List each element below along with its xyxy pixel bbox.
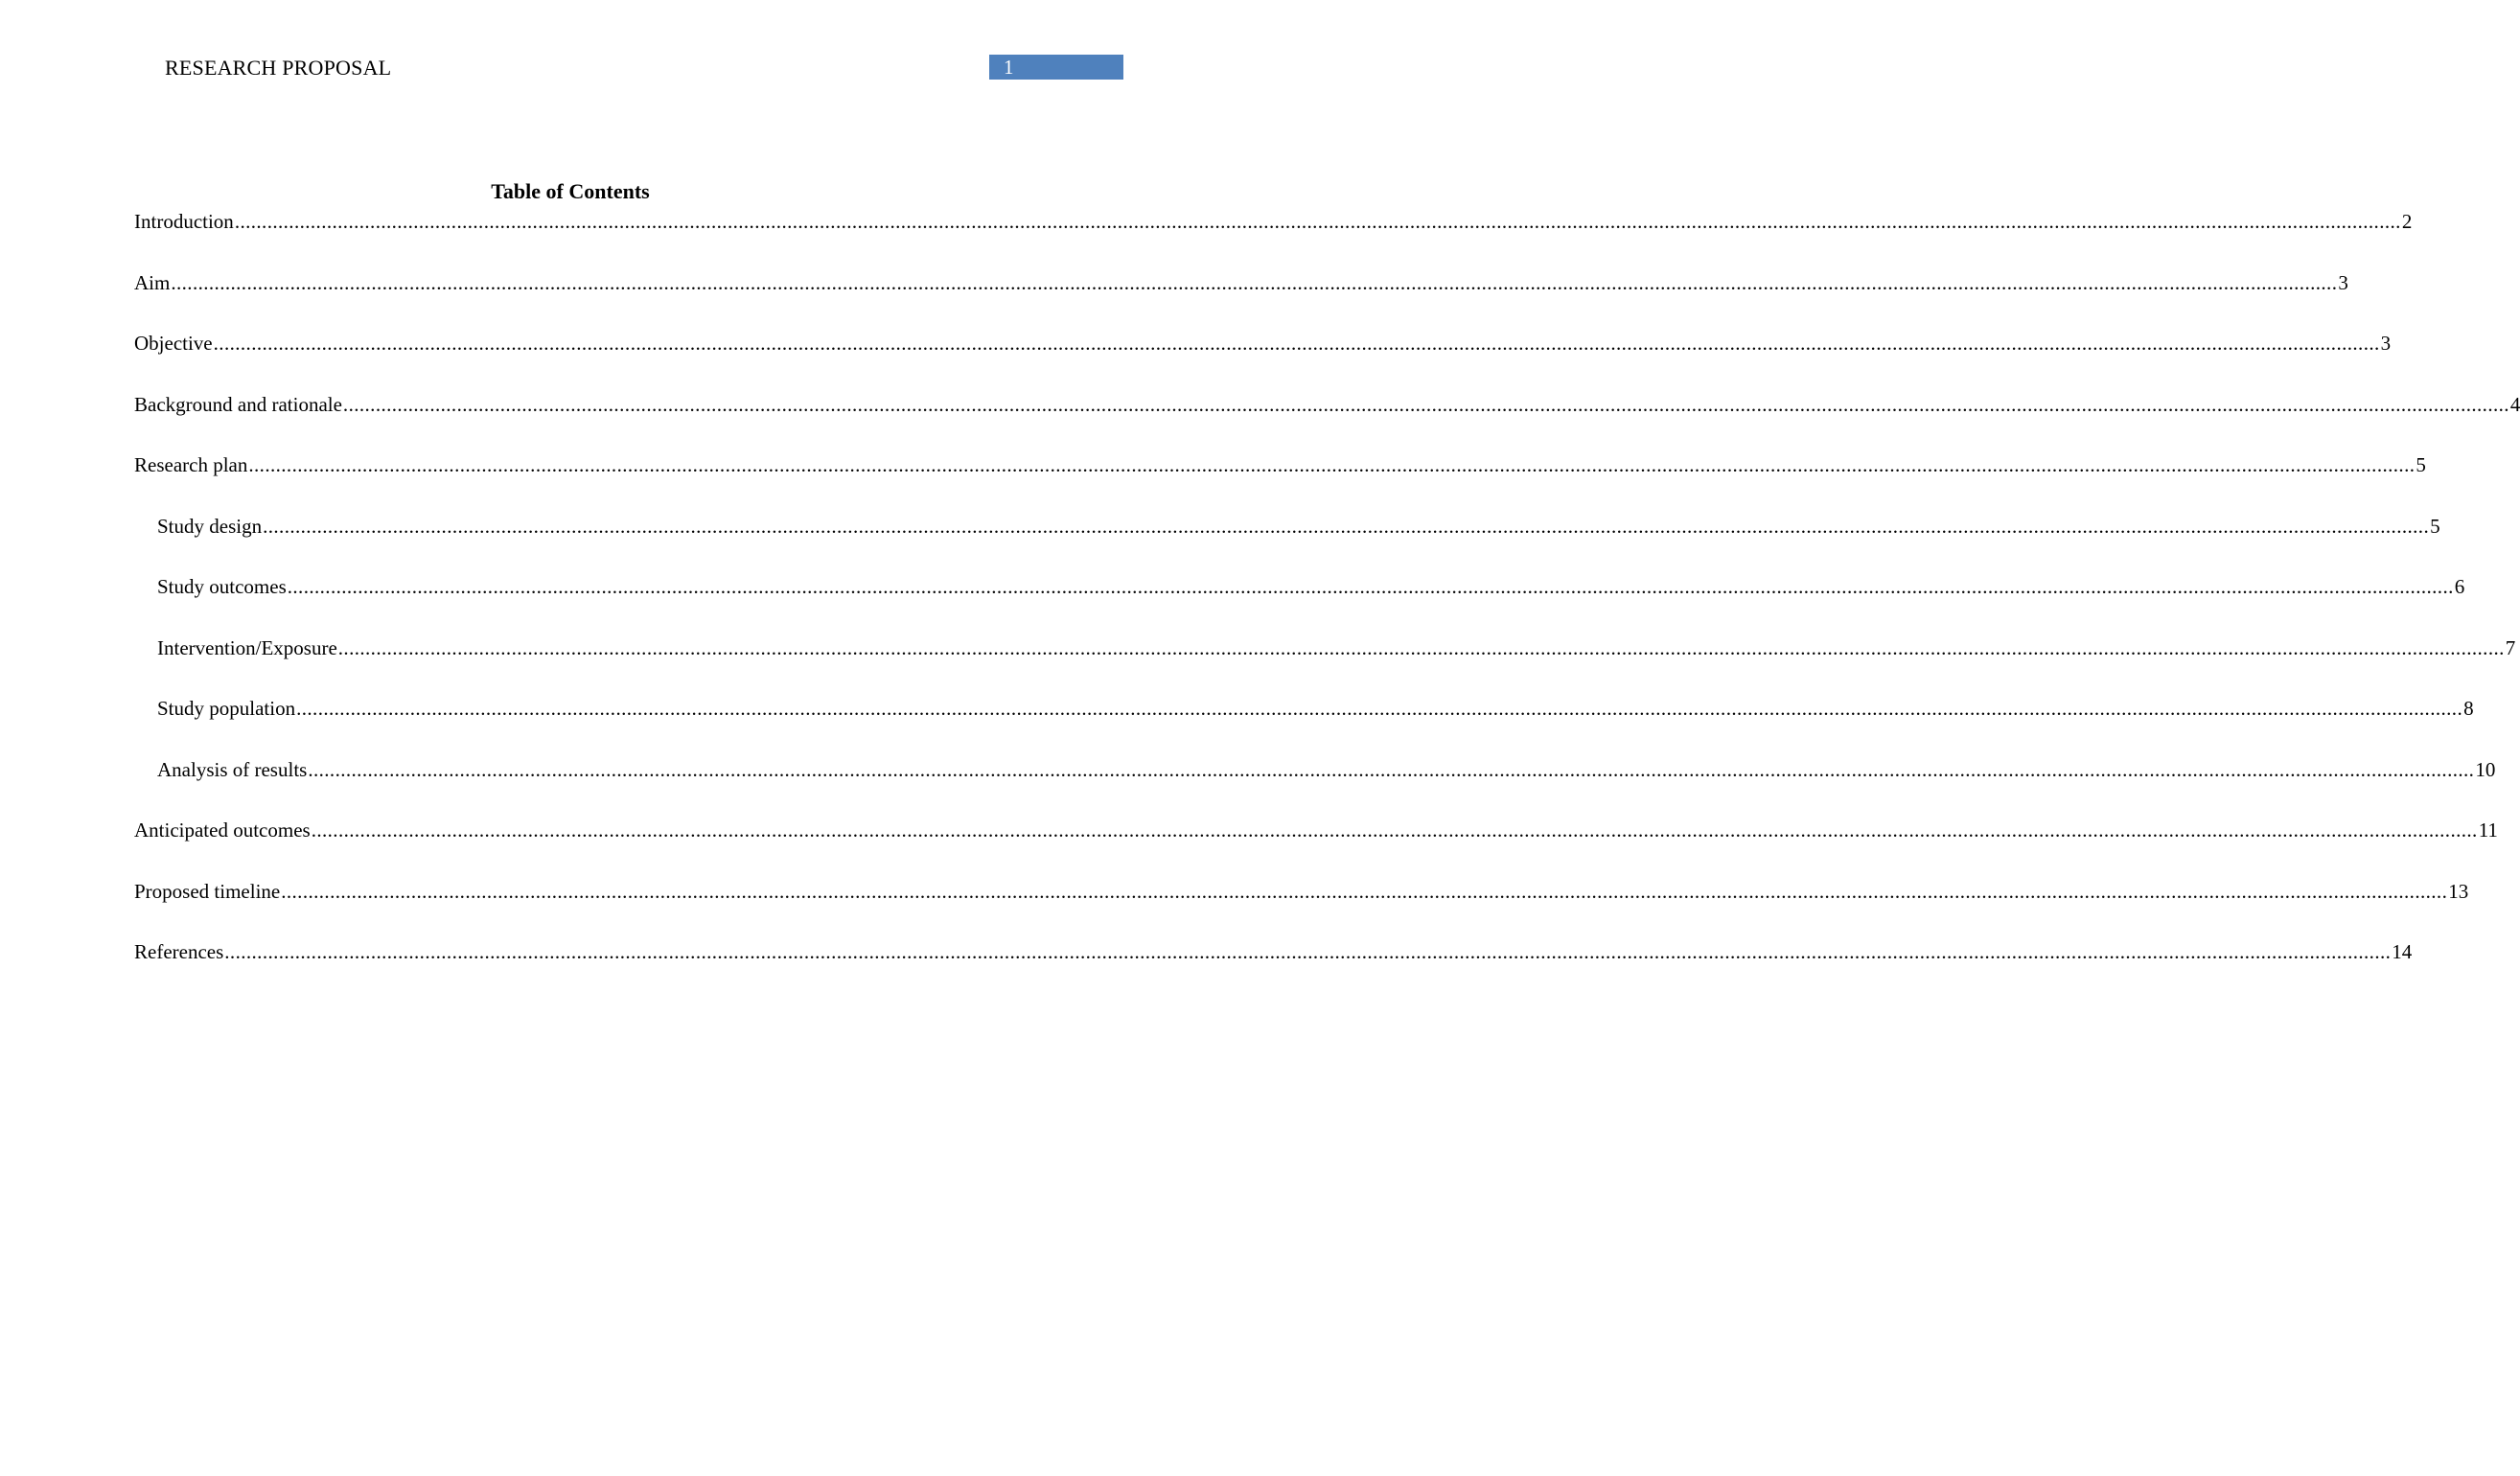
toc-entry-title: Proposed timeline xyxy=(134,880,281,903)
toc-entry[interactable] xyxy=(134,938,2413,965)
toc-entry-page-number: 7 xyxy=(2505,636,2516,659)
toc-entry-page-number: 3 xyxy=(2338,271,2348,294)
toc-entry-page-number: 5 xyxy=(2416,453,2426,476)
toc-entry[interactable] xyxy=(157,634,2516,661)
toc-entry-title: Background and rationale xyxy=(134,393,342,416)
toc-entry-page-number: 11 xyxy=(2478,819,2498,842)
toc-entry-title: Study design xyxy=(157,515,263,538)
toc-entry-page-number: 13 xyxy=(2448,880,2469,903)
toc-entry[interactable] xyxy=(134,391,2520,418)
toc-dot-leader: ................................................................................................................................................................................................................................................................................................................................................................................................................ xyxy=(296,697,2463,720)
toc-entry[interactable] xyxy=(134,208,2413,235)
toc-entry-page-number: 5 xyxy=(2430,515,2440,538)
toc-entry-page-number: 10 xyxy=(2475,758,2496,781)
toc-entry[interactable] xyxy=(157,695,2474,722)
toc-entry[interactable] xyxy=(134,269,2348,296)
toc-dot-leader: ................................................................................................................................................................................................................................................................................................................................................................................................................ xyxy=(342,393,2509,416)
toc-entry-title: Anticipated outcomes xyxy=(134,819,311,842)
toc-dot-leader: ................................................................................................................................................................................................................................................................................................................................................................................................................ xyxy=(311,819,2478,842)
toc-dot-leader: ................................................................................................................................................................................................................................................................................................................................................................................................................ xyxy=(337,636,2505,659)
toc-entry[interactable] xyxy=(134,878,2469,905)
toc-heading: Table of Contents xyxy=(491,179,650,203)
toc-dot-leader: ................................................................................................................................................................................................................................................................................................................................................................................................................ xyxy=(171,271,2338,294)
toc-dot-leader: ................................................................................................................................................................................................................................................................................................................................................................................................................ xyxy=(263,515,2430,538)
toc-dot-leader: ................................................................................................................................................................................................................................................................................................................................................................................................................ xyxy=(234,210,2401,233)
toc-entry[interactable] xyxy=(157,573,2465,600)
toc-entry-page-number: 3 xyxy=(2380,332,2392,355)
toc-entry-title: Research plan xyxy=(134,453,248,476)
toc-dot-leader: ................................................................................................................................................................................................................................................................................................................................................................................................................ xyxy=(281,880,2448,903)
toc-entry-title: Intervention/Exposure xyxy=(157,636,337,659)
toc-entry[interactable] xyxy=(134,330,2392,357)
toc-entry-title: Study population xyxy=(157,697,296,720)
toc-entry-title: Objective xyxy=(134,332,213,355)
toc-entry[interactable] xyxy=(134,451,2426,478)
toc-entry-page-number: 8 xyxy=(2463,697,2474,720)
toc-entry-title: Study outcomes xyxy=(157,575,287,598)
toc-entry-page-number: 2 xyxy=(2401,210,2413,233)
toc-entry-page-number: 6 xyxy=(2454,575,2465,598)
toc-entry[interactable] xyxy=(157,513,2440,540)
toc-entry[interactable] xyxy=(157,756,2496,783)
toc-entry-title: Introduction xyxy=(134,210,234,233)
toc-entry[interactable] xyxy=(134,817,2498,843)
toc-entry-page-number: 4 xyxy=(2509,393,2520,416)
toc-entry-page-number: 14 xyxy=(2392,940,2413,963)
toc-entry-title: Aim xyxy=(134,271,171,294)
running-head: RESEARCH PROPOSAL xyxy=(165,56,392,80)
toc-entry-title: Analysis of results xyxy=(157,758,308,781)
toc-entry-title: References xyxy=(134,940,224,963)
toc-dot-leader: ................................................................................................................................................................................................................................................................................................................................................................................................................ xyxy=(308,758,2475,781)
toc-dot-leader: ................................................................................................................................................................................................................................................................................................................................................................................................................ xyxy=(248,453,2416,476)
toc-dot-leader: ................................................................................................................................................................................................................................................................................................................................................................................................................ xyxy=(224,940,2392,963)
toc-dot-leader: ................................................................................................................................................................................................................................................................................................................................................................................................................ xyxy=(287,575,2454,598)
page-number: 1 xyxy=(1004,56,1014,79)
toc-dot-leader: ................................................................................................................................................................................................................................................................................................................................................................................................................ xyxy=(213,332,2380,355)
